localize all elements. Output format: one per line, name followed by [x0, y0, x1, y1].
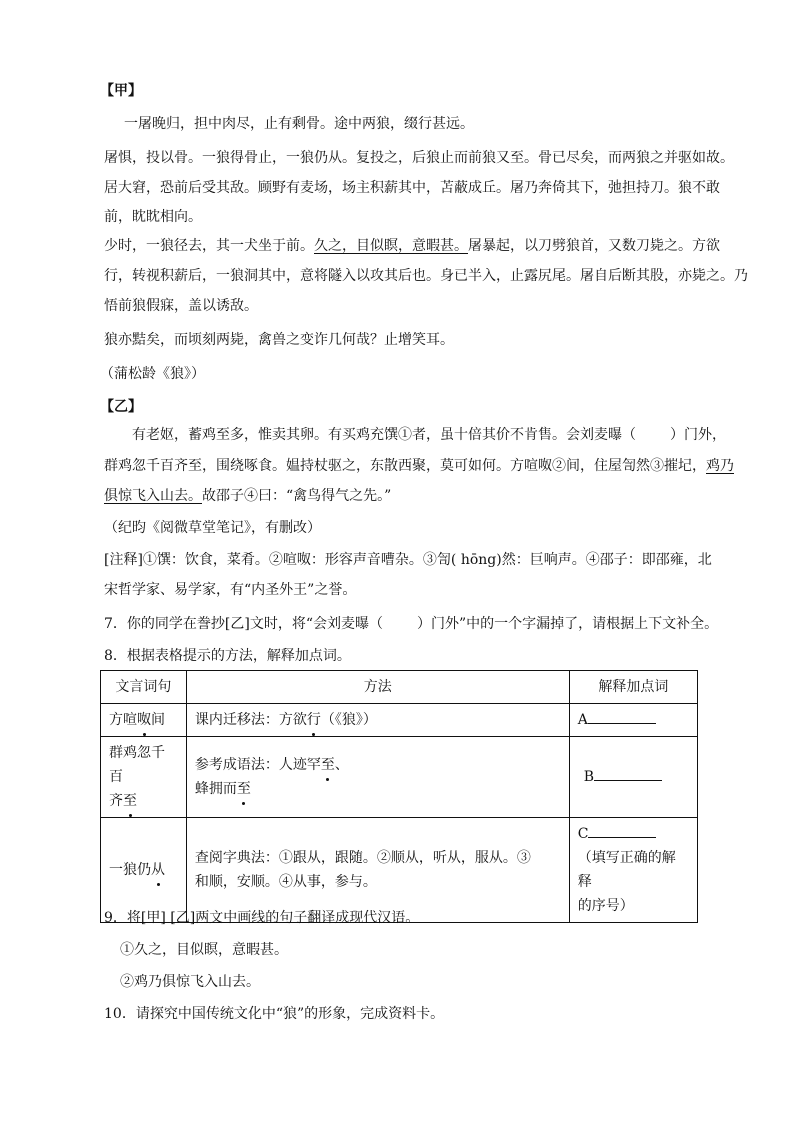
header-phrase: 文言词句: [101, 671, 187, 704]
yi-note-line-1: [注释]①馔：饮食，菜肴。②喧呶：形容声音嘈杂。③訇( hōng)然：巨响声。④邵子：即邵雍，北: [104, 552, 712, 568]
row3-phrase: [101, 818, 187, 923]
row1-method: [186, 704, 569, 737]
jia-line-1: 一屠晚归，担中肉尽，止有剩骨。途中两狼，缀行甚远。: [124, 116, 474, 132]
yi-heading: 【乙】: [100, 399, 142, 415]
question-10: 10．请探究中国传统文化中“狼”的形象，完成资料卡。: [104, 1006, 445, 1022]
table-header-row: [101, 671, 698, 704]
row2-phrase-line2a: 齐: [109, 793, 123, 809]
row1-method-dotted: 行: [307, 708, 321, 732]
yi-source: （纪昀《阅微草堂笔记》，有删改）: [104, 520, 321, 536]
yi-l1-text-b: ）门外，: [670, 427, 726, 443]
q9-sentence-2: ②鸡乃俱惊飞入山去。: [120, 974, 260, 990]
answer-line-a[interactable]: [588, 709, 656, 724]
q9-sentence-1: ①久之，目似瞑，意暇甚。: [120, 942, 288, 958]
row1-phrase: [101, 704, 187, 737]
answer-label-a: A: [577, 712, 588, 728]
jia-para-4-line-3: 悟前狼假寐，盖以诱敌。: [104, 298, 258, 314]
jia-p4-text-b: 屠暴起，以刀劈狼首，又数刀毙之。方欲: [468, 238, 720, 254]
answer-label-c: C: [577, 826, 589, 842]
row2-method-dotted-2: 至: [237, 777, 251, 801]
jia-line-4: 前，眈眈相向。: [104, 209, 202, 225]
yi-line-2: [104, 456, 734, 476]
answer-line-b[interactable]: [594, 766, 662, 781]
row2-dotted-word: 至: [123, 789, 137, 813]
question-9: 9．将[甲] [乙]两文中画线的句子翻译成现代汉语。: [104, 910, 420, 926]
jia-line-3: 居大窘，恐前后受其敌。顾野有麦场，场主积薪其中，苫蔽成丘。屠乃奔倚其下，弛担持刀。狼不敢: [104, 180, 720, 196]
jia-para-4-line-2: 行，转视积薪后，一狼洞其中，意将隧入以攻其后也。身已半入，止露尻尾。屠自后断其股，亦毙之。乃: [104, 268, 748, 284]
row3-note-line1: （填写正确的解释: [577, 850, 676, 890]
header-explanation: 解释加点词: [569, 671, 697, 704]
q7-text-b: ）门外”中的一个字漏掉了，请根据上下文补全。: [417, 616, 719, 632]
jia-heading: 【甲】: [100, 83, 142, 99]
jia-underlined-sentence: 久之，目似瞑，意暇甚。: [314, 238, 468, 254]
question-8: 8．根据表格提示的方法，解释加点词。: [104, 648, 351, 664]
row1-phrase-b: 间: [151, 712, 165, 728]
jia-source: （蒲松龄《狼》）: [100, 366, 205, 382]
row1-method-a: 课内迁移法：方欲: [194, 712, 307, 728]
row1-answer: [569, 704, 697, 737]
question-7: [104, 614, 718, 634]
row1-method-b: （《狼》）: [320, 712, 377, 728]
jia-line-2: 屠惧，投以骨。一狼得骨止，一狼仍从。复投之，后狼止而前狼又至。骨已尽矣，而两狼之并驱如故。: [104, 150, 734, 166]
jia-para-4-line-1: [104, 236, 720, 256]
header-method: 方法: [186, 671, 569, 704]
row3-method: [186, 818, 569, 923]
q8-table: [100, 670, 698, 923]
row3-note-line2: 的序号）: [577, 898, 634, 914]
yi-underlined-a: 鸡乃: [706, 458, 734, 474]
row3-method-line1: 查阅字典法：①跟从，跟随。②顺从，听从，服从。③: [194, 850, 531, 866]
row3-method-line2: 和顺，安顺。④从事，参与。: [194, 874, 377, 890]
yi-line-3: [104, 486, 391, 506]
jia-p4-text-a: 少时，一狼径去，其一犬坐于前。: [104, 238, 314, 254]
row2-method: [186, 737, 569, 818]
yi-note-line-2: 宋哲学家、易学家，有“内圣外王”之誉。: [104, 582, 357, 598]
yi-l2-text-a: 群鸡忽千百齐至，围绕啄食。媪持杖驱之，东散西聚，莫可如何。方喧呶②间，住屋訇然③摧圮，: [104, 458, 706, 474]
jia-para-5: 狼亦黠矣，而顷刻两毙，禽兽之变诈几何哉？止增笑耳。: [104, 332, 454, 348]
row2-method-a: 参考成语法：人迹罕: [194, 757, 321, 773]
row2-phrase-line1: 群鸡忽千百: [109, 745, 165, 785]
row3-answer: [569, 818, 697, 923]
row1-phrase-a: 方喧: [109, 712, 137, 728]
yi-l1-text-a: 有老妪，蓄鸡至多，惟卖其卵。有买鸡充馔①者，虽十倍其价不肯售。会刘麦曝（: [132, 427, 636, 443]
table-row: [101, 704, 698, 737]
table-row: [101, 818, 698, 923]
row2-phrase: [101, 737, 187, 818]
yi-line-1: [132, 425, 726, 445]
row2-method-comma: 、: [334, 757, 349, 773]
yi-l3-text-b: 故邵子④曰：“禽鸟得气之先。”: [202, 488, 392, 504]
answer-line-c[interactable]: [588, 823, 656, 838]
row3-dotted-word: 从: [151, 858, 165, 882]
row2-answer: [569, 737, 697, 818]
q7-text-a: 7．你的同学在誊抄[乙]文时，将“会刘麦曝（: [104, 616, 383, 632]
yi-underlined-b: 俱惊飞入山去。: [104, 488, 202, 504]
row1-dotted-word: 呶: [137, 708, 151, 732]
row2-method-b: 蜂拥而: [194, 781, 237, 797]
table-row: [101, 737, 698, 818]
row3-phrase-a: 一狼仍: [109, 862, 151, 878]
answer-label-b: B: [583, 769, 594, 785]
row2-method-dotted-1: 至: [321, 753, 335, 777]
